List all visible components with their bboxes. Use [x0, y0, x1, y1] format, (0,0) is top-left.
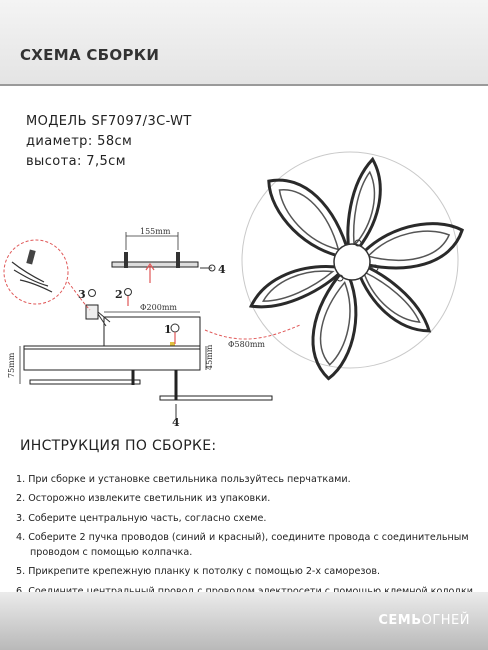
brand-light: ОГНЕЙ: [421, 613, 470, 628]
instruction-step-2: 2. Осторожно извлеките светильник из упаковки.: [16, 493, 271, 505]
dim-200-label: Φ200mm: [140, 303, 177, 312]
dim-155-label: 155mm: [140, 227, 171, 236]
dim-45: [205, 344, 214, 370]
diameter-line: диаметр: 58см: [26, 134, 133, 149]
callout-4b: 4: [172, 416, 180, 429]
brand-logo: [378, 613, 470, 628]
dim-75-label: 75mm: [7, 352, 16, 378]
dim-580-label: Φ580mm: [228, 340, 265, 349]
instructions-title: ИНСТРУКЦИЯ ПО СБОРКЕ:: [20, 438, 217, 454]
instruction-step-5: 5. Прикрепите крепежную планку к потолку с помощью 2-х саморезов.: [16, 566, 381, 578]
instruction-step-4-cont: проводом с помощью колпачка.: [30, 547, 193, 559]
assembly-diagram: [0, 150, 488, 435]
instruction-step-4: 4. Соберите 2 пучка проводов (синий и красный), соедините провода с соединительным: [16, 531, 469, 543]
callout-1: 1: [164, 323, 172, 336]
mounting-plate: [112, 252, 215, 283]
instruction-step-3: 3. Соберите центральную часть, согласно схеме.: [16, 512, 267, 524]
instruction-step-1: 1. При сборке и установке светильника пользуйтесь перчатками.: [16, 474, 351, 485]
brand-bold: СЕМЬ: [378, 613, 422, 628]
lamp-side-view: [24, 317, 272, 400]
page-header: [0, 0, 488, 86]
dim-45-label: 45mm: [205, 344, 214, 370]
dim-155: [126, 227, 178, 250]
lamp-top-view: [242, 150, 463, 380]
page-title: СХЕМА СБОРКИ: [20, 46, 160, 64]
callout-3: 3: [78, 288, 86, 301]
page-footer: [0, 592, 488, 650]
callout-2-group: [125, 289, 132, 307]
dim-200: [104, 303, 200, 312]
callout-4a: 4: [218, 263, 226, 276]
instructions-list: [16, 470, 486, 601]
model-line: МОДЕЛЬ SF7097/3C-WT: [26, 114, 192, 129]
callout-2: 2: [115, 288, 123, 301]
height-line: высота: 7,5см: [26, 154, 126, 169]
dim-75: [7, 346, 20, 384]
